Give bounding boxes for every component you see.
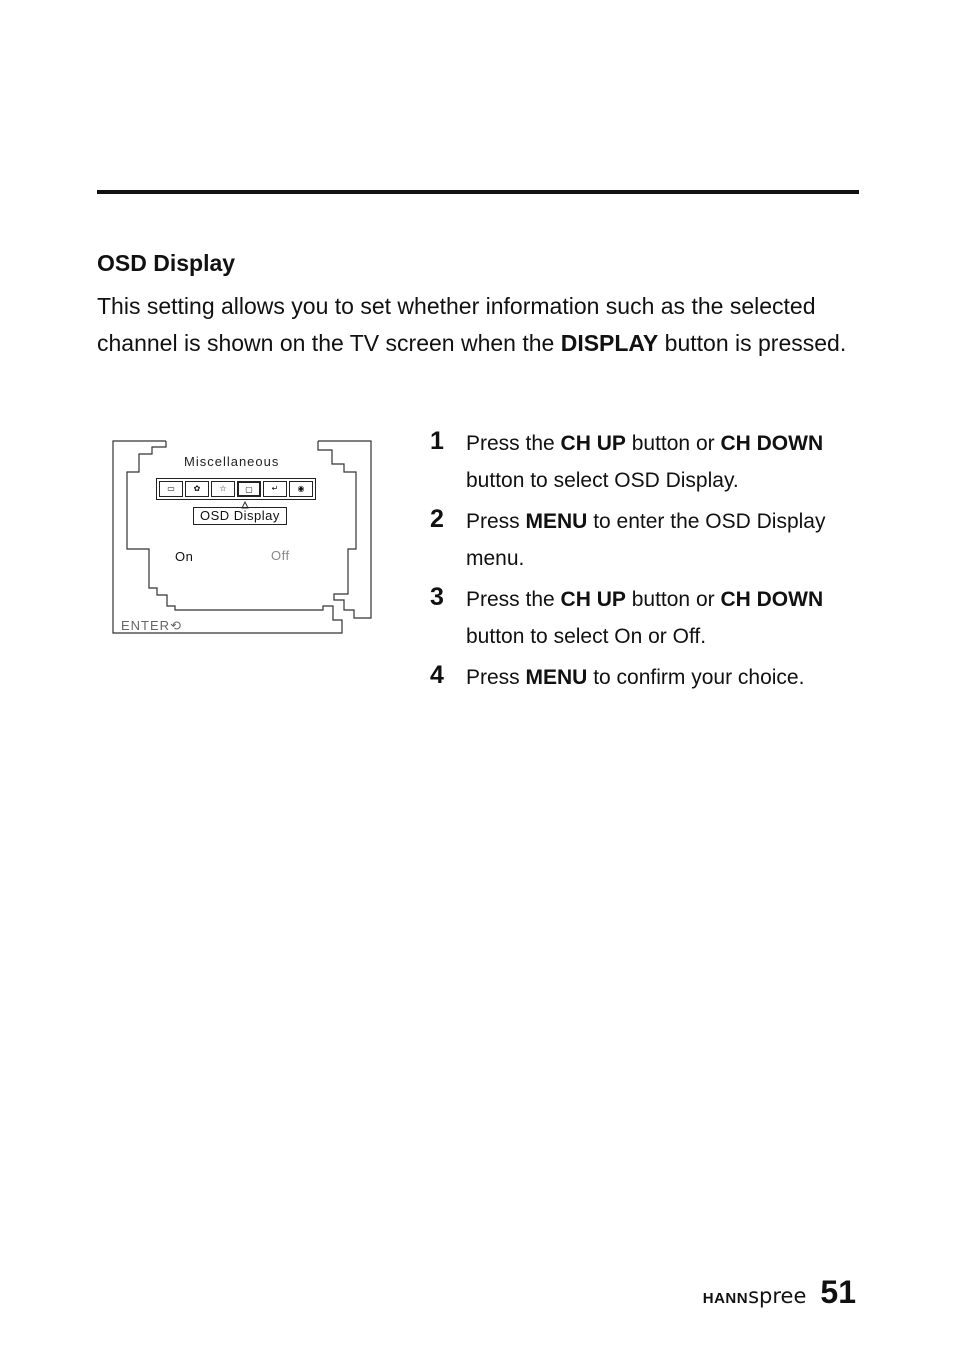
step-text: button or [625,432,721,455]
enter-icon: ⟲ [170,618,182,633]
step-item [430,581,850,655]
osd-icon: ▭ [159,481,183,497]
osd-enter-label [121,618,182,634]
screen-icon: ▢ [237,481,261,497]
step-item [430,425,850,499]
intro-text: This setting allows you to set whether information such as the selected channel is shown on the TV screen when the [97,293,816,356]
osd-menu-title: Miscellaneous [184,454,280,469]
step-item [430,659,850,696]
timer-icon: ☆ [211,481,235,497]
step-text: Press [466,666,526,689]
step-text: Press [466,510,526,533]
osd-option-off: Off [271,548,290,563]
osd-option-on: On [175,549,194,564]
globe-icon: ◉ [289,481,313,497]
step-list [430,425,850,700]
return-icon: ↵ [263,481,287,497]
step-text: button to select On or Off. [466,625,707,648]
osd-item-label: OSD Display [193,507,287,525]
page-number: 51 [820,1274,856,1310]
intro-paragraph [97,288,857,361]
osd-screen-illustration [112,438,374,636]
step-text: Press the [466,588,561,611]
top-rule [97,190,859,194]
brand-logo-light: spree [748,1284,807,1308]
button-name: CH DOWN [720,588,824,611]
step-text: button or [625,588,721,611]
step-number: 1 [430,427,444,455]
step-item [430,503,850,577]
button-name: CH DOWN [720,432,824,455]
step-number: 2 [430,505,444,533]
step-number: 3 [430,583,444,611]
section-heading: OSD Display [97,250,236,276]
step-number: 4 [430,661,444,689]
osd-icon-bar [156,478,316,500]
brand-logo-bold: HANN [702,1290,749,1307]
step-text: to confirm your choice. [587,666,805,689]
step-text: to enter the OSD Display menu. [466,510,826,570]
step-text: button to select OSD Display. [466,469,739,492]
button-name: MENU [525,510,588,533]
display-button-name: DISPLAY [560,329,659,356]
intro-text-end: button is pressed. [658,329,847,356]
button-name: CH UP [560,432,626,455]
page-footer [703,1274,856,1311]
sleep-icon: ✿ [185,481,209,497]
button-name: CH UP [560,588,626,611]
button-name: MENU [525,666,588,689]
enter-text: ENTER [121,618,171,633]
step-text: Press the [466,432,561,455]
